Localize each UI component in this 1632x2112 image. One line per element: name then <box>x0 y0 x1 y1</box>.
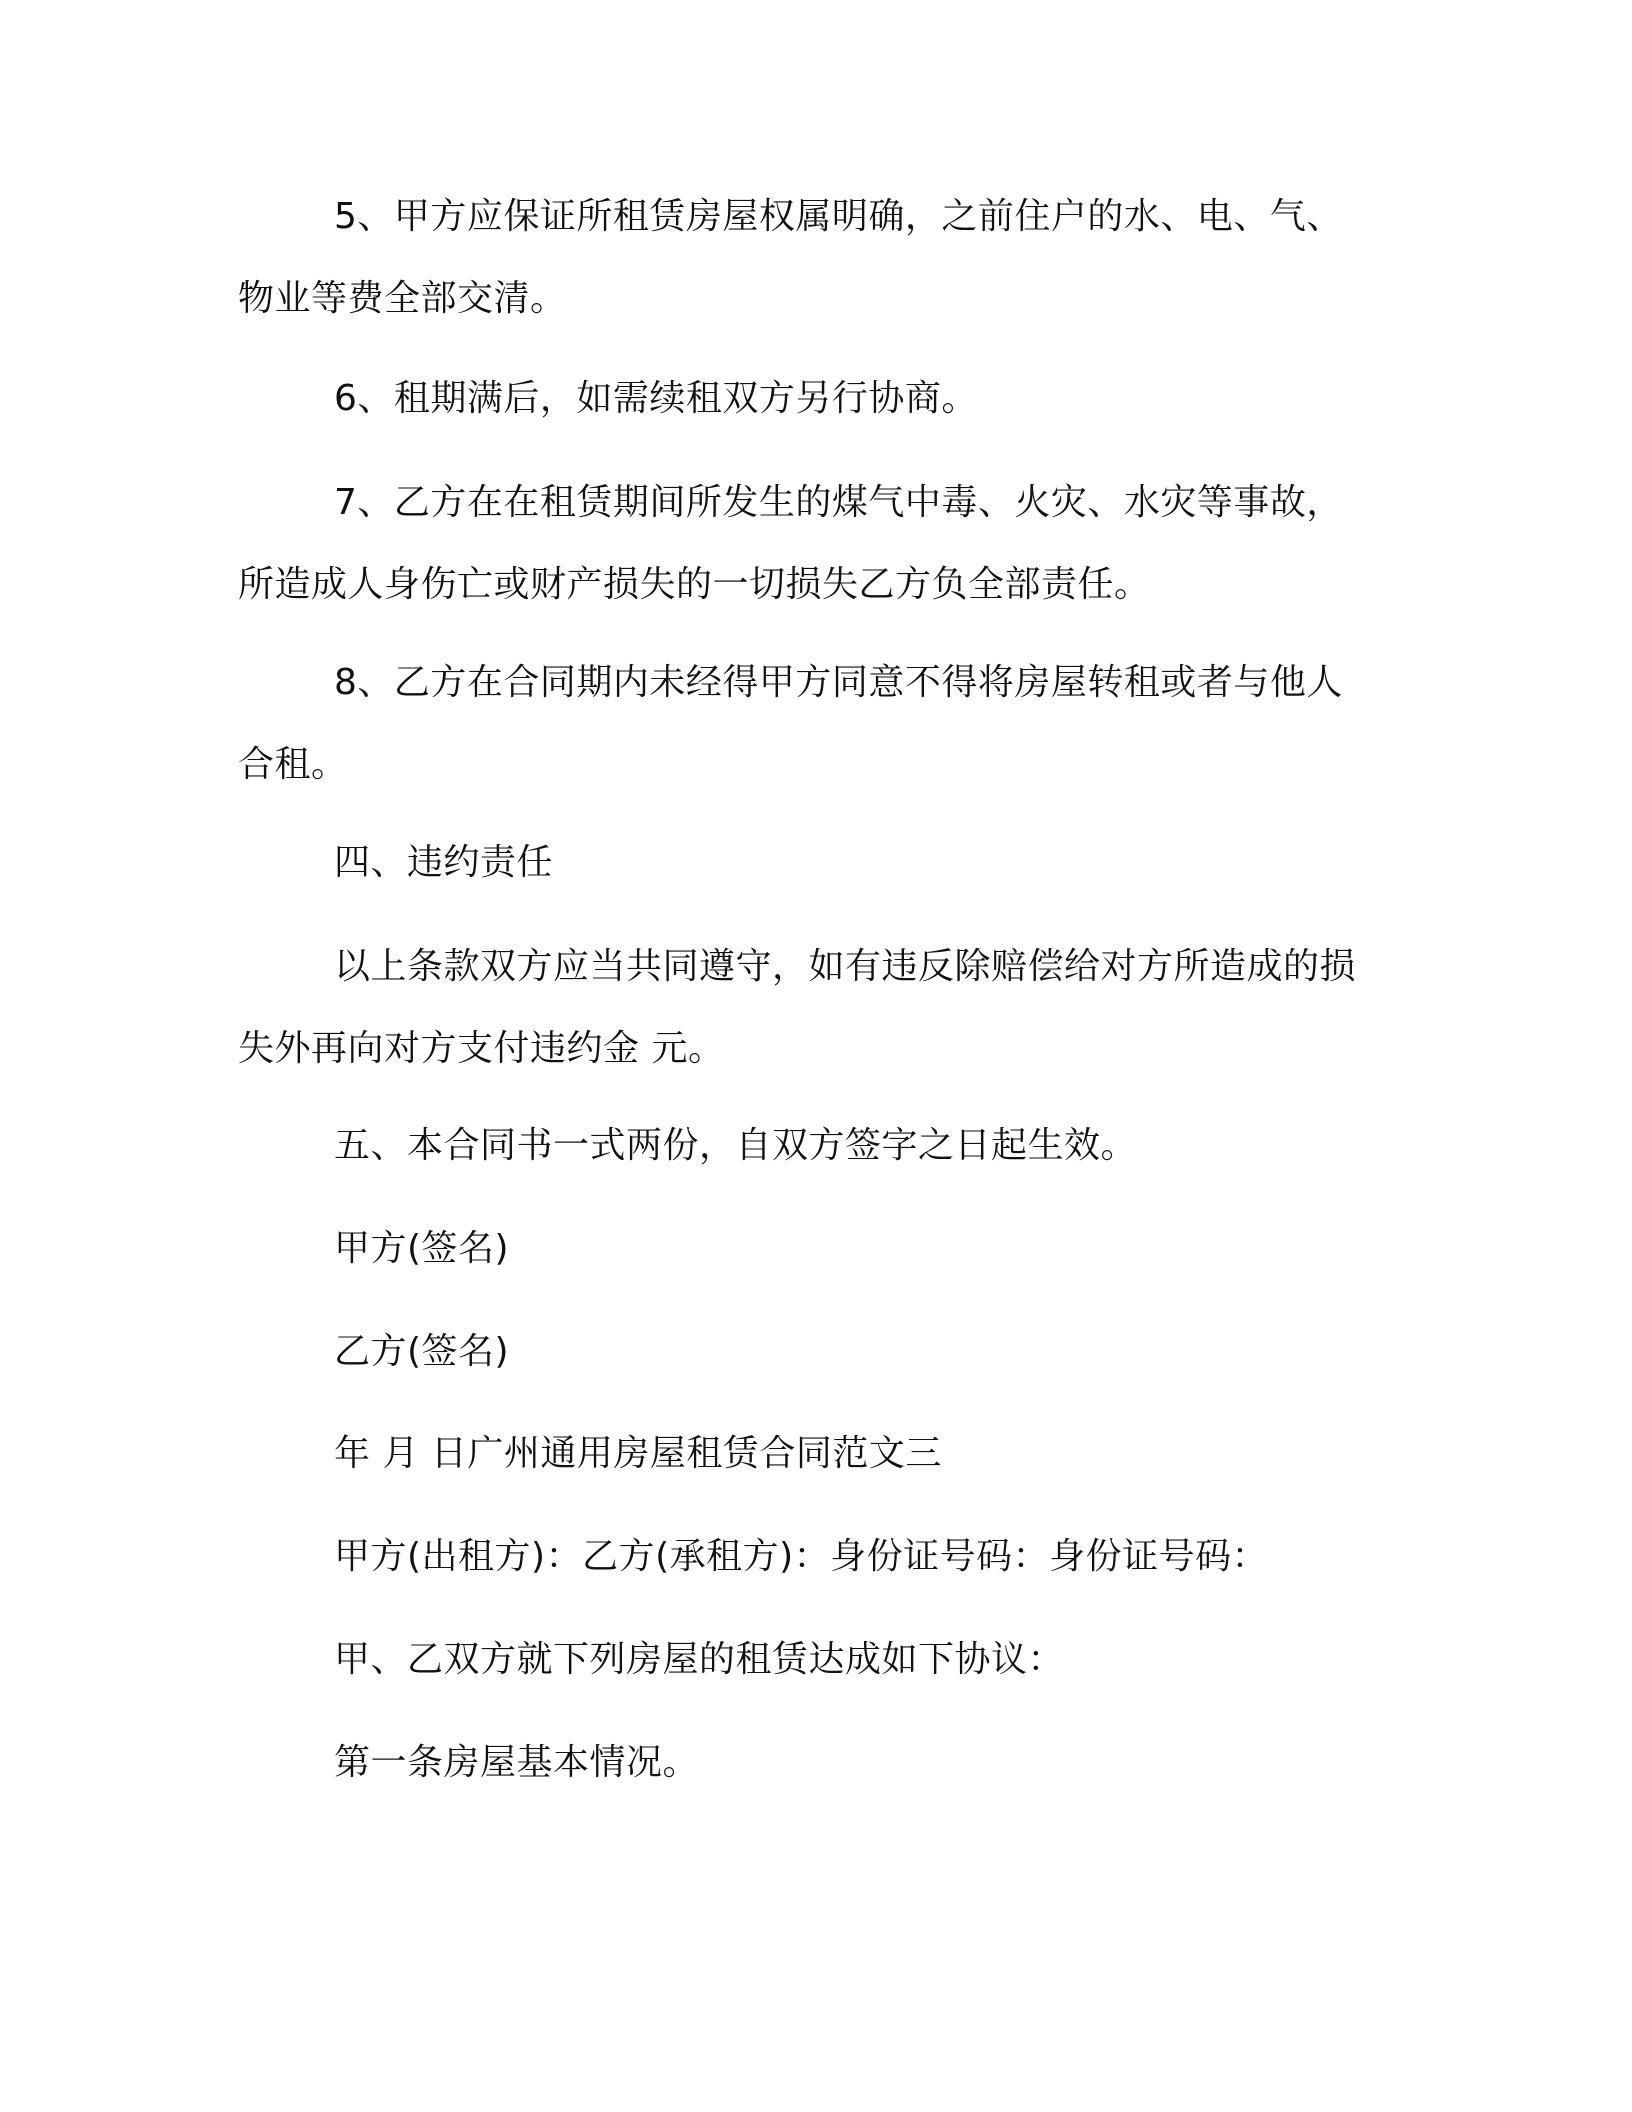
party-a-signature <box>238 1208 1378 1290</box>
paragraph-clause-8 <box>238 642 1378 806</box>
text-line: 五、本合同书一式两份，自双方签字之日起生效。 <box>334 1125 1138 1166</box>
text-line: 7、乙方在在租赁期间所发生的煤气中毒、火灾、水灾等事故， <box>334 482 1343 523</box>
text-line: 四、违约责任 <box>334 842 554 883</box>
section-heading-breach <box>238 822 1378 904</box>
party-b-signature <box>238 1311 1378 1393</box>
paragraph-breach-body <box>238 926 1378 1090</box>
date-and-title-line <box>238 1413 1378 1495</box>
text-line: 所造成人身伤亡或财产损失的一切损失乙方负全部责任。 <box>238 564 1151 605</box>
paragraph-clause-5 <box>238 176 1378 340</box>
text-line: 甲方(签名) <box>334 1228 510 1269</box>
text-line: 合租。 <box>238 744 348 785</box>
paragraph-section-5 <box>238 1105 1378 1187</box>
text-line: 失外再向对方支付违约金 元。 <box>238 1028 725 1069</box>
text-line: 8、乙方在合同期内未经得甲方同意不得将房屋转租或者与他人 <box>334 662 1343 703</box>
text-line: 甲方(出租方)：乙方(承租方)：身份证号码：身份证号码： <box>334 1536 1269 1577</box>
article-1-heading <box>238 1722 1378 1804</box>
parties-line <box>238 1516 1378 1598</box>
text-line: 甲、乙双方就下列房屋的租赁达成如下协议： <box>334 1639 1065 1680</box>
text-line: 6、租期满后，如需续租双方另行协商。 <box>334 378 978 419</box>
text-line: 年 月 日广州通用房屋租赁合同范文三 <box>334 1433 942 1474</box>
paragraph-clause-7 <box>238 462 1378 626</box>
text-line: 以上条款双方应当共同遵守，如有违反除赔偿给对方所造成的损 <box>334 946 1357 987</box>
text-line: 5、甲方应保证所租赁房屋权属明确，之前住户的水、电、气、 <box>334 196 1343 237</box>
text-line: 第一条房屋基本情况。 <box>334 1742 700 1783</box>
paragraph-clause-6 <box>238 358 1378 440</box>
text-line: 物业等费全部交清。 <box>238 278 567 319</box>
text-line: 乙方(签名) <box>334 1331 510 1372</box>
agreement-intro-line <box>238 1619 1378 1701</box>
